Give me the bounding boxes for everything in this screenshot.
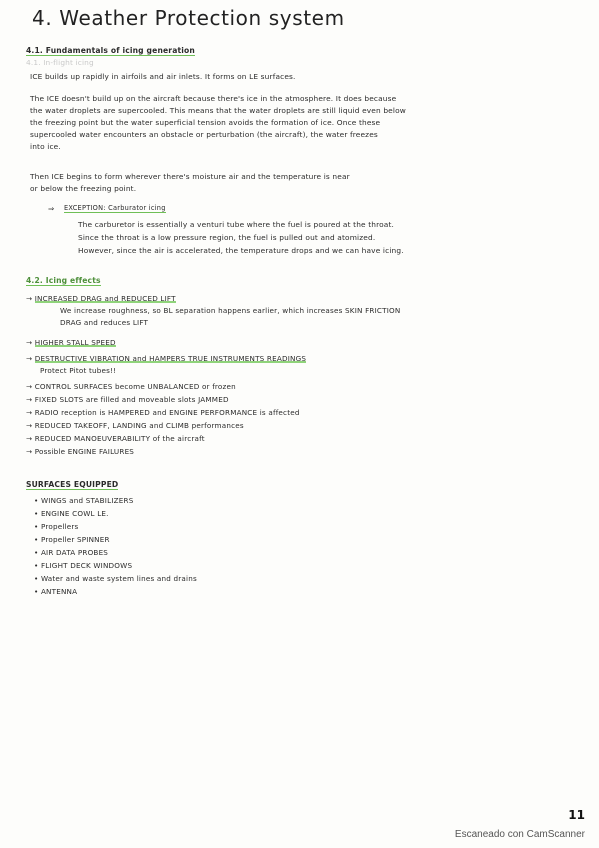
section-4-1-paragraph-1: ICE builds up rapidly in airfoils and air inlets. It forms on LE surfaces. [30,72,296,81]
list-item-text: RADIO reception is HAMPERED and ENGINE PERFORMANCE is affected [34,408,300,417]
section-4-1-paragraph-2-line-4: supercooled water encounters an obstacle or perturbation (the aircraft), the water freezes [30,130,378,139]
list-item: • ENGINE COWL LE. [34,509,109,518]
exception-line-2: Since the throat is a low pressure region, the fuel is pulled out and atomized. [78,233,376,242]
list-item: → HIGHER STALL SPEED [26,338,116,347]
page-title: 4. Weather Protection system [32,6,345,30]
list-item: → REDUCED MANOEUVERABILITY of the aircraft [26,434,205,443]
list-item-text: FLIGHT DECK WINDOWS [40,561,133,570]
exception-line-1: The carburetor is essentially a venturi tube where the fuel is poured at the throat. [78,220,395,229]
list-item: • Propellers [34,522,79,531]
list-item-text: WINGS and STABILIZERS [40,496,134,505]
page-number: 11 [568,808,585,822]
list-item-text: We increase roughness, so BL separation happens earlier, which increases SKIN FRICTION [60,306,401,315]
list-item-text: ENGINE COWL LE. [40,509,109,518]
surfaces-heading: SURFACES EQUIPPED [26,480,119,489]
section-4-1-paragraph-2-line-1: The ICE doesn't build up on the aircraft because there's ice in the atmosphere. It does because [30,94,397,103]
list-item: • FLIGHT DECK WINDOWS [34,561,133,570]
list-item [60,306,401,315]
list-item-text: Propellers [40,522,79,531]
list-item: • Propeller SPINNER [34,535,110,544]
exception-label: EXCEPTION: Carburator icing [64,204,166,212]
list-item [40,366,116,375]
list-item: → INCREASED DRAG and REDUCED LIFT [26,294,176,303]
exception-arrow-icon: ⇒ [48,204,55,213]
section-4-1-heading: 4.1. Fundamentals of icing generation [26,46,195,55]
list-item-text: Protect Pitot tubes!! [40,366,117,375]
list-item-text: Water and waste system lines and drains [40,574,197,583]
section-4-1-paragraph-2-line-5: into ice. [30,142,61,151]
list-item: → CONTROL SURFACES become UNBALANCED or frozen [26,382,236,391]
section-4-1-faint-subheading: 4.1. In-flight icing [26,58,94,67]
list-item-text: Propeller SPINNER [40,535,110,544]
list-item: → REDUCED TAKEOFF, LANDING and CLIMB performances [26,421,244,430]
list-item-text: INCREASED DRAG and REDUCED LIFT [34,294,176,303]
list-item-text: DRAG and reduces LIFT [60,318,149,327]
list-item: • ANTENNA [34,587,78,596]
list-item: • WINGS and STABILIZERS [34,496,134,505]
scanner-watermark: Escaneado con CamScanner [454,829,585,840]
list-item-text: DESTRUCTIVE VIBRATION and HAMPERS TRUE INSTRUMENTS READINGS [34,354,307,363]
section-4-1-paragraph-3-line-2: or below the freezing point. [30,184,137,193]
list-item-text: REDUCED TAKEOFF, LANDING and CLIMB performances [34,421,244,430]
list-item: • AIR DATA PROBES [34,548,109,557]
list-item-text: HIGHER STALL SPEED [34,338,116,347]
section-4-1-paragraph-3-line-1: Then ICE begins to form wherever there's moisture air and the temperature is near [30,172,350,181]
list-item: → FIXED SLOTS are filled and moveable slots JAMMED [26,395,229,404]
list-item-text: CONTROL SURFACES become UNBALANCED or frozen [34,382,236,391]
section-4-1-paragraph-2-line-3: the freezing point but the water superficial tension avoids the formation of ice. Once these [30,118,381,127]
list-item-text: AIR DATA PROBES [40,548,109,557]
list-item-text: Possible ENGINE FAILURES [34,447,135,456]
list-item: → Possible ENGINE FAILURES [26,447,135,456]
list-item-text: ANTENNA [40,587,78,596]
section-4-1-paragraph-2-line-2: the water droplets are supercooled. This means that the water droplets are still liquid even below [30,106,406,115]
exception-line-3: However, since the air is accelerated, the temperature drops and we can have icing. [78,246,404,255]
list-item: → DESTRUCTIVE VIBRATION and HAMPERS TRUE INSTRUMENTS READINGS [26,354,307,363]
list-item: • Water and waste system lines and drains [34,574,197,583]
list-item-text: FIXED SLOTS are filled and moveable slots JAMMED [34,395,229,404]
list-item: → RADIO reception is HAMPERED and ENGINE PERFORMANCE is affected [26,408,300,417]
list-item-text: REDUCED MANOEUVERABILITY of the aircraft [34,434,205,443]
section-4-2-heading: 4.2. Icing effects [26,276,101,285]
list-item [60,318,148,327]
